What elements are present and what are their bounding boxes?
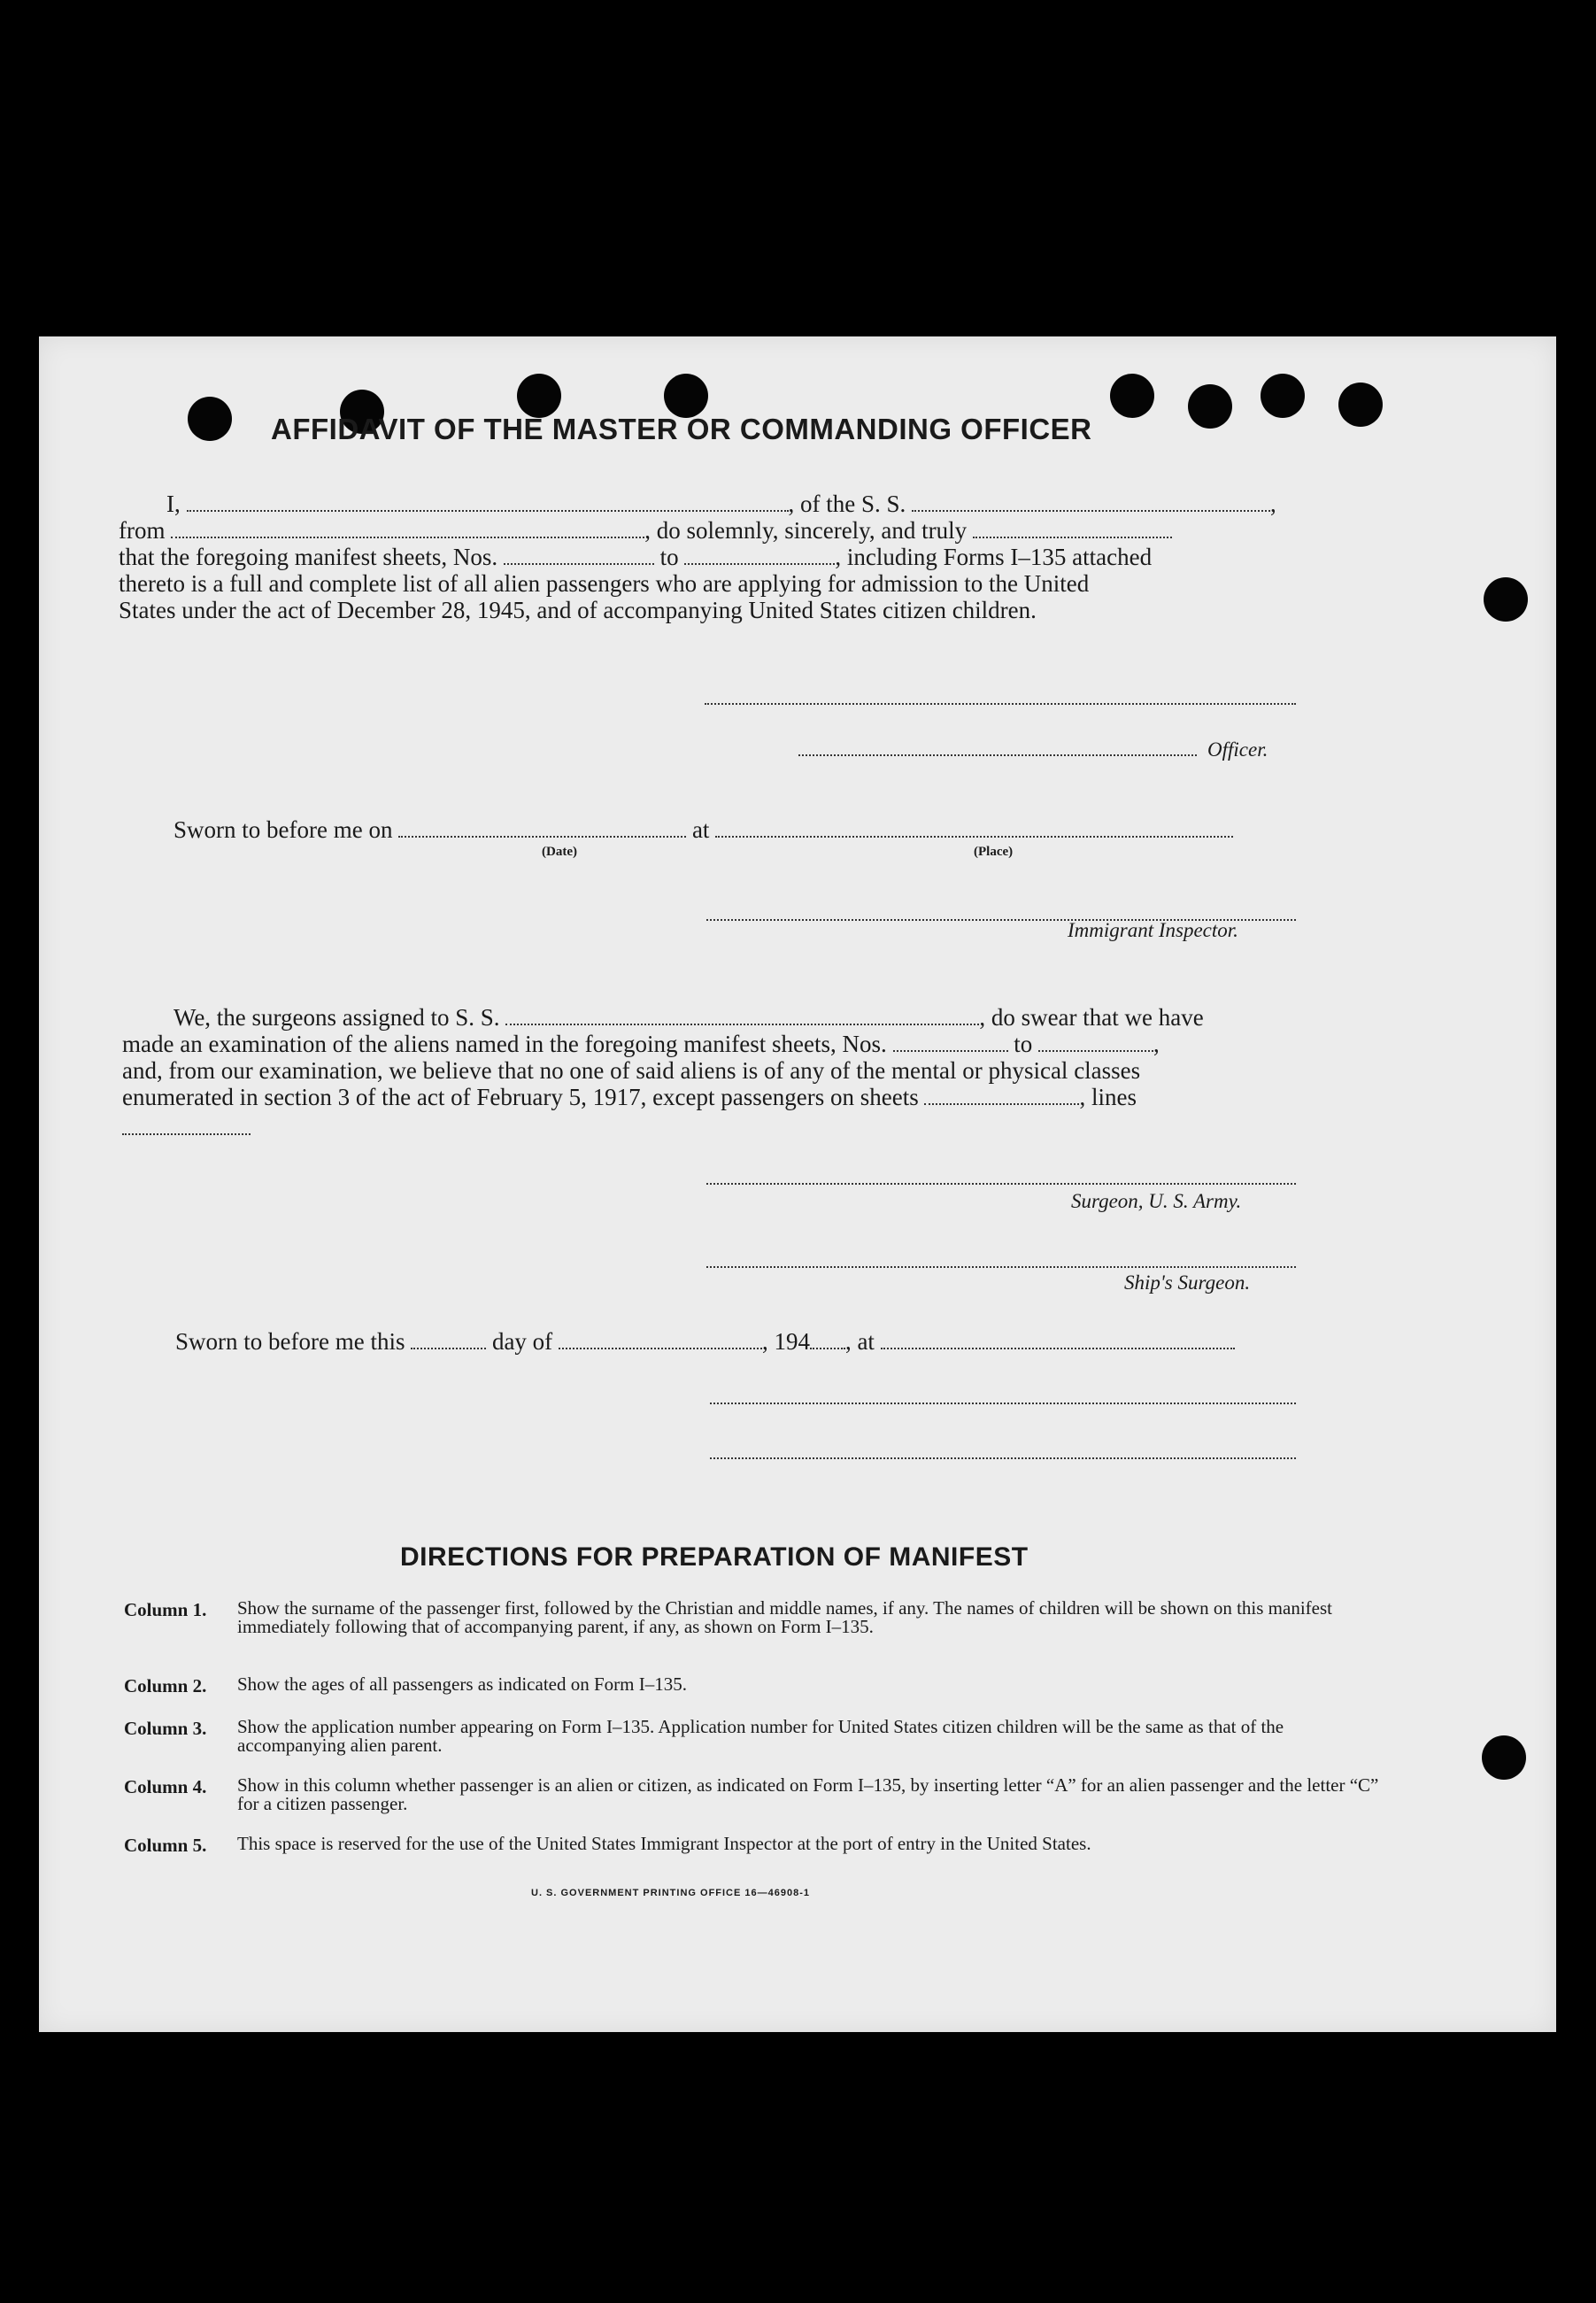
place-caption: (Place) [974,845,1014,859]
directions-title: DIRECTIONS FOR PREPARATION OF MANIFEST [400,1542,1029,1572]
ship-blank [505,1008,979,1025]
month-blank [559,1332,762,1349]
surgeons-line-3: and, from our examination, we believe that no one of said aliens is of any of the mental or physical classes [122,1057,1141,1084]
army-surgeon-label: Surgeon, U. S. Army. [1071,1190,1242,1212]
column-5-text: This space is reserved for the use of the United States Immigrant Inspector at the port of entry in the United States. [237,1833,1091,1854]
column-4-label: Column 4. [124,1776,207,1797]
punch-hole [1482,1735,1526,1780]
affidavit-line-2: from , do solemnly, sincerely, and truly [119,517,1172,545]
officer-label: Officer. [1207,738,1268,761]
signature-line [706,1266,1296,1268]
surgeons-line-2: made an examination of the aliens named in the foregoing manifest sheets, Nos. to , [122,1031,1160,1057]
affidavit-line-5: States under the act of December 28, 1945, and of accompanying United States citizen children. [119,597,1037,623]
column-1-text: Show the surname of the passenger first, followed by the Christian and middle names, if any. The names of children will be shown on this manifest immediately following that of accompanying parent, if any, as shown on Form I–135. [237,1597,1332,1637]
place-blank [715,820,1233,838]
declare-blank [973,521,1172,538]
sworn-line: Sworn to before me on at [173,816,1233,844]
location-blank [881,1332,1235,1349]
column-2-label: Column 2. [124,1675,207,1696]
sheet-to-blank [684,547,835,565]
punch-hole [1110,374,1154,418]
column-1-label: Column 1. [124,1599,207,1620]
year-blank [810,1332,845,1349]
signature-line [710,1403,1296,1404]
punch-hole [1484,577,1528,622]
date-caption: (Date) [542,845,577,859]
punch-hole [1188,384,1232,429]
sheets-blank [924,1087,1079,1105]
signature-line [705,703,1296,705]
column-2-text: Show the ages of all passengers as indicated on Form I–135. [237,1673,687,1695]
punch-hole [664,374,708,418]
signature-line [710,1457,1296,1459]
punch-hole [188,397,232,441]
from-blank [171,521,644,538]
column-3-text: Show the application number appearing on Form I–135. Application number for United States citizen children will be the same as that of the accompanying alien parent. [237,1716,1284,1756]
affidavit-line-4: thereto is a full and complete list of all alien passengers who are applying for admission to the United [119,570,1090,597]
punch-hole [1338,383,1383,427]
sworn-day-line: Sworn to before me this day of , 194 , at [175,1328,1235,1356]
printing-office-footer: U. S. GOVERNMENT PRINTING OFFICE 16—46908-1 [531,1888,811,1898]
ship-surgeon-label: Ship's Surgeon. [1124,1271,1251,1294]
lines-blank [122,1133,251,1135]
affidavit-line-1: I, , of the S. S. , [166,491,1276,517]
sheet-to-blank [1038,1034,1153,1052]
surgeons-line-1: We, the surgeons assigned to S. S. , do swear that we have [173,1004,1204,1031]
signature-line [798,754,1197,756]
column-4-text: Show in this column whether passenger is an alien or citizen, as indicated on Form I–135, by inserting letter “A” for an alien passenger and the letter “C” for a citizen passenger. [237,1774,1379,1814]
inspector-label: Immigrant Inspector. [1068,919,1238,941]
column-3-label: Column 3. [124,1718,207,1739]
affidavit-line-3: that the foregoing manifest sheets, Nos. to , including Forms I–135 attached [119,544,1153,570]
ship-blank [912,494,1270,512]
punch-hole [1261,374,1305,418]
affidavit-title: AFFIDAVIT OF THE MASTER OR COMMANDING OFFICER [271,413,1092,445]
column-5-label: Column 5. [124,1835,207,1856]
name-blank [187,494,789,512]
signature-line [706,1183,1296,1185]
form-page [39,336,1556,2032]
date-blank [398,820,686,838]
surgeons-line-4: enumerated in section 3 of the act of February 5, 1917, except passengers on sheets , lines [122,1084,1137,1110]
day-blank [411,1332,486,1349]
punch-hole [517,374,561,418]
sheet-from-blank [893,1034,1008,1052]
sheet-from-blank [504,547,654,565]
